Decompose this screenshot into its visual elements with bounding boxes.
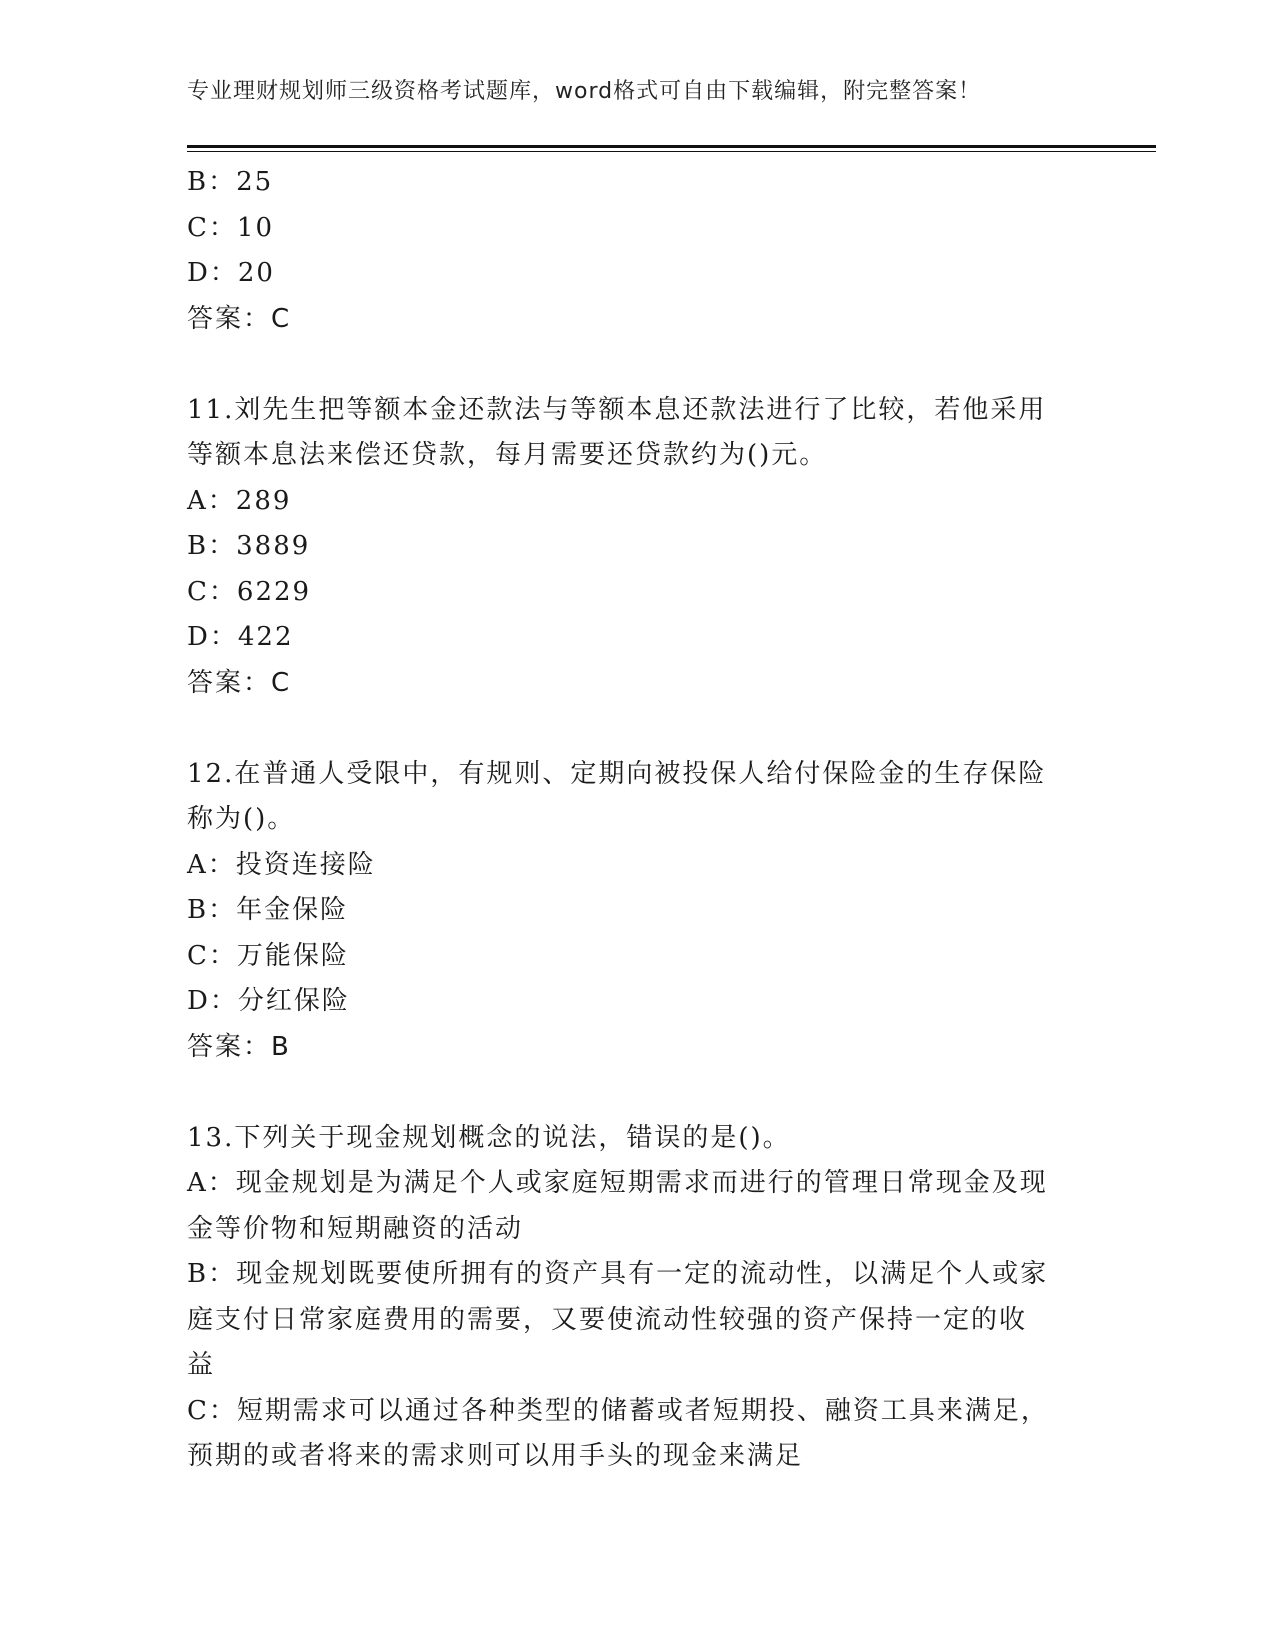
option-d	[187, 251, 1087, 297]
document-body	[187, 160, 1087, 1480]
option-c	[187, 1389, 1087, 1480]
spacer	[187, 706, 1087, 752]
option-text-line: 金等价物和短期融资的活动	[187, 1213, 524, 1244]
option-label: D：	[187, 258, 238, 288]
option-text: 6229	[236, 576, 312, 607]
spacer	[187, 342, 1087, 388]
option-label: B：	[187, 167, 237, 197]
header-divider-thick	[187, 145, 1156, 148]
option-text: 万能保险	[236, 940, 349, 971]
option-text: 年金保险	[236, 895, 349, 925]
option-c	[187, 570, 1087, 616]
option-text: 10	[236, 212, 274, 243]
option-text: 3889	[236, 531, 311, 561]
option-text: 25	[236, 167, 274, 197]
option-text-line: C：短期需求可以通过各种类型的储蓄或者短期投、融资工具来满足，	[187, 1395, 1049, 1426]
option-text-line: B：现金规划既要使所拥有的资产具有一定的流动性，以满足个人或家	[187, 1259, 1049, 1289]
question-13	[187, 1116, 1087, 1480]
option-label: B：	[187, 531, 237, 561]
option-label: B：	[187, 895, 237, 925]
option-label: A：	[187, 849, 236, 880]
option-b	[187, 524, 1087, 570]
option-label: C：	[187, 576, 237, 607]
option-text-line: 庭支付日常家庭费用的需要，又要使流动性较强的资产保持一定的收	[187, 1304, 1028, 1335]
option-label: D：	[187, 622, 238, 652]
option-text-line: 预期的或者将来的需求则可以用手头的现金来满足	[187, 1441, 804, 1471]
option-d	[187, 615, 1087, 661]
question-10-options	[187, 160, 1087, 342]
option-label: C：	[187, 940, 237, 971]
option-b	[187, 1252, 1087, 1389]
option-label: C：	[187, 212, 237, 243]
question-text-line: 称为()。	[187, 804, 296, 834]
option-text-line: 益	[187, 1350, 216, 1380]
question-11	[187, 388, 1087, 707]
page-header-title: 专业理财规划师三级资格考试题库，word格式可自由下载编辑，附完整答案！	[187, 79, 982, 104]
option-text: 422	[237, 622, 294, 652]
option-b	[187, 160, 1087, 206]
option-a	[187, 1161, 1087, 1252]
spacer	[187, 1070, 1087, 1116]
option-text: 20	[237, 258, 275, 288]
option-text: 分红保险	[237, 986, 350, 1016]
question-text-line: 12.在普通人受限中，有规则、定期向被投保人给付保险金的生存保险	[187, 758, 1047, 789]
option-c	[187, 934, 1087, 980]
question-text-line: 等额本息法来偿还贷款，每月需要还贷款约为()元。	[187, 440, 828, 470]
answer-line: 答案：C	[187, 667, 292, 698]
option-text-line: A：现金规划是为满足个人或家庭短期需求而进行的管理日常现金及现	[187, 1168, 1048, 1198]
question-12	[187, 752, 1087, 1071]
option-a	[187, 479, 1087, 525]
option-label: D：	[187, 986, 238, 1016]
option-label: A：	[187, 485, 236, 516]
option-a	[187, 843, 1087, 889]
header-divider-thin	[187, 151, 1156, 152]
answer-line: 答案：C	[187, 303, 292, 334]
question-text-line: 13.下列关于现金规划概念的说法，错误的是()。	[187, 1122, 791, 1153]
question-text-line: 11.刘先生把等额本金还款法与等额本息还款法进行了比较，若他采用	[187, 394, 1047, 425]
option-b	[187, 888, 1087, 934]
option-text: 289	[235, 485, 292, 516]
option-text: 投资连接险	[235, 849, 376, 880]
answer-line: 答案：B	[187, 1031, 291, 1062]
option-d	[187, 979, 1087, 1025]
option-c	[187, 206, 1087, 252]
